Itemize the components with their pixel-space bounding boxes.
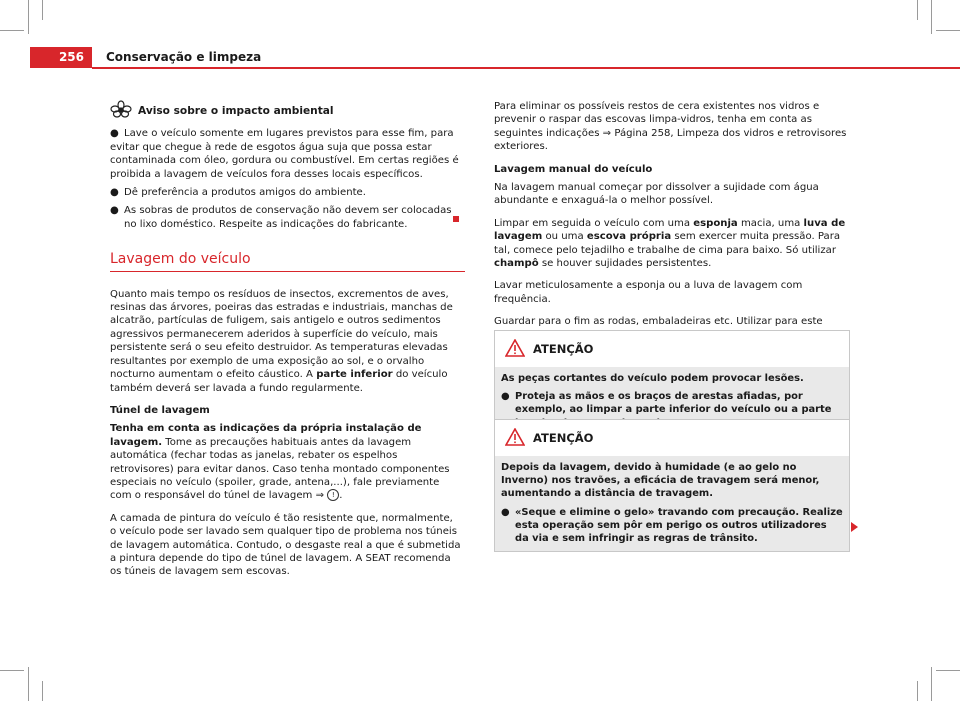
subheading-manual xyxy=(494,163,850,176)
text: sem exercer muita pressão. Para tal, comece pelo tejadilho e trabalhe de cima para baixo. Só utilizar xyxy=(494,231,841,256)
manual-paragraph-3: Lavar meticulosamente a esponja ou a luva de lavagem com frequência. xyxy=(494,280,803,305)
crop-mark xyxy=(931,0,932,34)
environment-note-heading xyxy=(110,100,462,122)
intro-paragraph xyxy=(110,288,462,395)
list-item xyxy=(110,204,462,231)
page-number: 256 xyxy=(30,47,92,68)
continued-arrow-icon xyxy=(851,522,858,532)
crop-mark xyxy=(917,0,918,20)
bold-term: esponja xyxy=(693,217,738,229)
bullet: ● xyxy=(501,391,510,403)
intro-text-end: do veículo também deverá ser lavada a fundo regularmente. xyxy=(110,369,448,394)
right-column xyxy=(494,100,850,351)
manual-paragraph-4: Guardar para o fim as rodas, embaladeiras etc. Utilizar para este xyxy=(494,316,823,328)
intro-text: Quanto mais tempo os resíduos de insectos, excrementos de aves, resinas das árvores, poeiras das estradas e industriais, manchas de alcatrão, partículas de fuligem, sais antigelo e outros sedimentos agressivos permanecerem aderidos à superfície do veículo, mais persistente será o seu efeito destruidor. As temperaturas elevadas resultantes por exemplo de uma exposição ao sol, e o orvalho nocturno aumentam o efeito cáustico. A xyxy=(110,288,453,381)
warning-triangle-icon xyxy=(505,339,525,360)
warning-box xyxy=(494,419,850,552)
text: macia, uma xyxy=(737,217,804,229)
paint-paragraph: A camada de pintura do veículo é tão resistente que, normalmente, o veículo pode ser lavado sem qualquer tipo de problema nos túneis de lavagem automática. Contudo, o desgaste real a que é submetida a pintura depende do tipo de túnel de lavagem. A SEAT recomenda os túneis de lavagem sem escovas. xyxy=(110,512,461,578)
header-rule xyxy=(92,67,960,69)
warning-body xyxy=(495,456,849,551)
environment-note-title: Aviso sobre o impacto ambiental xyxy=(138,104,334,117)
subheading-tunnel xyxy=(110,404,462,417)
caution-ref-icon[interactable]: ! xyxy=(327,489,339,501)
subheading-text: Túnel de lavagem xyxy=(110,404,210,416)
bullet: ● xyxy=(501,506,510,518)
warning-text: As peças cortantes do veículo podem provocar lesões. xyxy=(501,373,804,384)
list-item-text: Dê preferência a produtos amigos do ambiente. xyxy=(124,187,366,199)
tunnel-paragraph: Tenha em conta as indicações da própria instalação de lavagem. Tome as precauções habituais antes da lavagem automática (fechar todas as janelas, rebater os espelhos retrovisores) para evitar danos. Caso tenha montado componentes especiais no veículo (spoiler, grade, antena,...), fale previamente com o responsável do túnel de lavagem ⇒ ! . xyxy=(110,423,450,502)
section-title: Lavagem do veículo xyxy=(110,253,465,271)
bold-term: champô xyxy=(494,258,539,270)
crop-mark xyxy=(931,667,932,701)
text: se houver sujidades persistentes. xyxy=(538,258,712,270)
flower-icon xyxy=(110,100,132,122)
warning-title: ATENÇÃO xyxy=(533,431,594,445)
subheading-text: Lavagem manual do veículo xyxy=(494,163,653,175)
warning-text: Depois da lavagem, devido à humidade (e ao gelo no Inverno) nos travões, a eficácia de travagem será menor, aumentando a distância de travagem. xyxy=(501,462,820,500)
crop-mark xyxy=(28,667,29,701)
list-item-text: «Seque e elimine o gelo» travando com precaução. Realize esta operação sem pôr em perigo os outros utilizadores da via e sem infringir as regras de trânsito. xyxy=(515,506,843,545)
warning-header xyxy=(495,420,849,456)
crop-mark xyxy=(936,30,960,31)
list-item xyxy=(110,186,462,199)
wax-paragraph: Para eliminar os possíveis restos de cera existentes nos vidros e prevenir o raspar das escovas limpa-vidros, tenha em conta as seguintes indicações ⇒ Página 258, Limpeza dos vidros e retrovisores exteriores. xyxy=(494,101,847,153)
crop-mark xyxy=(28,0,29,34)
warning-triangle-icon xyxy=(505,428,525,449)
list-item-text: Proteja as mãos e os braços de arestas afiadas, por exemplo, ao limpar a parte inferior do veículo ou a parte xyxy=(515,391,832,416)
list-item-text: Lave o veículo somente em lugares previstos para esse fim, para evitar que chegue à rede de esgotos água suja que possa estar contaminada com óleo, gordura ou combustível. Em certas regiões é proibida a lavagem de veículos fora desses locais específicos. xyxy=(110,128,459,180)
bold-term: escova própria xyxy=(586,231,672,243)
crop-mark xyxy=(0,670,24,671)
left-column xyxy=(110,100,462,588)
crop-mark xyxy=(917,681,918,701)
warning-header xyxy=(495,331,849,367)
bullet: ● xyxy=(110,187,119,199)
end-of-section-marker xyxy=(453,216,459,222)
crop-mark xyxy=(936,670,960,671)
crop-mark xyxy=(42,0,43,20)
warning-title: ATENÇÃO xyxy=(533,342,594,356)
running-title: Conservação e limpeza xyxy=(106,50,262,64)
tunnel-bold: Tenha em conta as indicações da própria instalação de lavagem. xyxy=(110,423,422,448)
bullet: ● xyxy=(110,128,119,140)
list-item xyxy=(110,127,462,181)
tunnel-text: Tome as precauções habituais antes da lavagem automática (fechar todas as janelas, rebater os espelhos retrovisores) para evitar danos. Caso tenha montado componentes especiais no veículo (spoiler, grade, antena,...), fale previamente com o responsável do túnel de lavagem ⇒ xyxy=(110,436,450,502)
manual-paragraph-1: Na lavagem manual começar por dissolver a sujidade com água abundante e enxaguá-la o melhor possível. xyxy=(494,182,819,207)
text: ou uma xyxy=(542,231,587,243)
crop-mark xyxy=(0,30,24,31)
bullet: ● xyxy=(110,205,119,217)
text: Limpar em seguida o veículo com uma xyxy=(494,217,694,229)
intro-bold: parte inferior xyxy=(316,369,393,381)
list-item xyxy=(501,506,843,546)
list-item-text: As sobras de produtos de conservação não devem ser colocadas no lixo doméstico. Respeite as indicações do fabricante. xyxy=(124,205,452,230)
manual-paragraph-2 xyxy=(494,217,850,271)
bold-term: luva de lavagem xyxy=(494,217,846,243)
crop-mark xyxy=(42,681,43,701)
